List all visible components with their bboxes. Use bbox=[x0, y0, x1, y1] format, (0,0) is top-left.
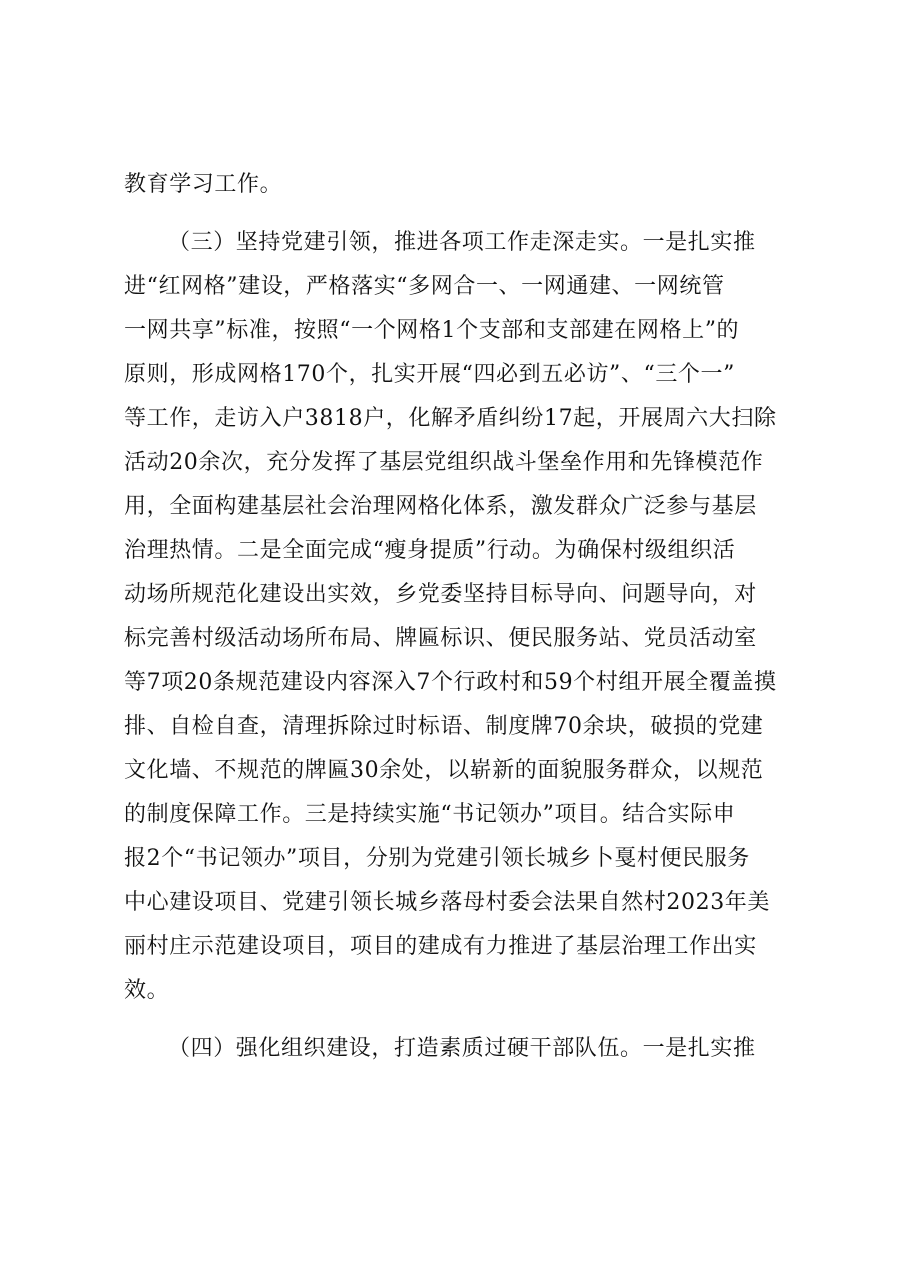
text-line: 治理热情。二是全面完成“瘦身提质”行动。为确保村级组织活 bbox=[124, 538, 736, 563]
text-line: 效。 bbox=[124, 978, 170, 1003]
paragraph-gap bbox=[124, 1013, 804, 1027]
text-line: 等7项20条规范建设内容深入7个行政村和59个村组开展全覆盖摸 bbox=[124, 670, 777, 695]
paragraph-gap bbox=[124, 207, 804, 221]
paragraph-first-line: （三）坚持党建引领，推进各项工作走深走实。一是扎实推 bbox=[168, 230, 756, 255]
body-text bbox=[124, 163, 804, 1071]
text-line: 标完善村级活动场所布局、牌匾标识、便民服务站、党员活动室 bbox=[124, 626, 757, 651]
text-line: 进“红网格”建设，严格落实“多网合一、一网通建、一网统管 bbox=[124, 274, 725, 299]
text-line: 中心建设项目、党建引领长城乡落母村委会法果自然村2023年美 bbox=[124, 890, 770, 915]
text-line: 一网共享”标准，按照“一个网格1个支部和支部建在网格上”的 bbox=[124, 318, 740, 343]
text-line: 的制度保障工作。三是持续实施“书记领办”项目。结合实际申 bbox=[124, 802, 736, 827]
text-line: 用，全面构建基层社会治理网格化体系，激发群众广泛参与基层 bbox=[124, 494, 757, 519]
paragraph-first-line: （四）强化组织建设，打造素质过硬干部队伍。一是扎实推 bbox=[168, 1036, 756, 1061]
text-line: 活动20余次，充分发挥了基层党组织战斗堡垒作用和先锋模范作 bbox=[124, 450, 764, 475]
text-line: 丽村庄示范建设项目，项目的建成有力推进了基层治理工作出实 bbox=[124, 934, 757, 959]
text-line: 文化墙、不规范的牌匾30余处，以崭新的面貌服务群众，以规范 bbox=[124, 758, 764, 783]
text-line: 排、自检自查，清理拆除过时标语、制度牌70余块，破损的党建 bbox=[124, 714, 764, 739]
text-line: 教育学习工作。 bbox=[124, 172, 283, 197]
text-line: 报2个“书记领办”项目，分别为党建引领长城乡卜戛村便民服务 bbox=[124, 846, 750, 871]
text-line: 动场所规范化建设出实效，乡党委坚持目标导向、问题导向，对 bbox=[124, 582, 757, 607]
text-line: 原则，形成网格170个，扎实开展“四必到五必访”、“三个一” bbox=[124, 362, 735, 387]
text-line: 等工作，走访入户3818户，化解矛盾纠纷17起，开展周六大扫除 bbox=[124, 406, 777, 431]
